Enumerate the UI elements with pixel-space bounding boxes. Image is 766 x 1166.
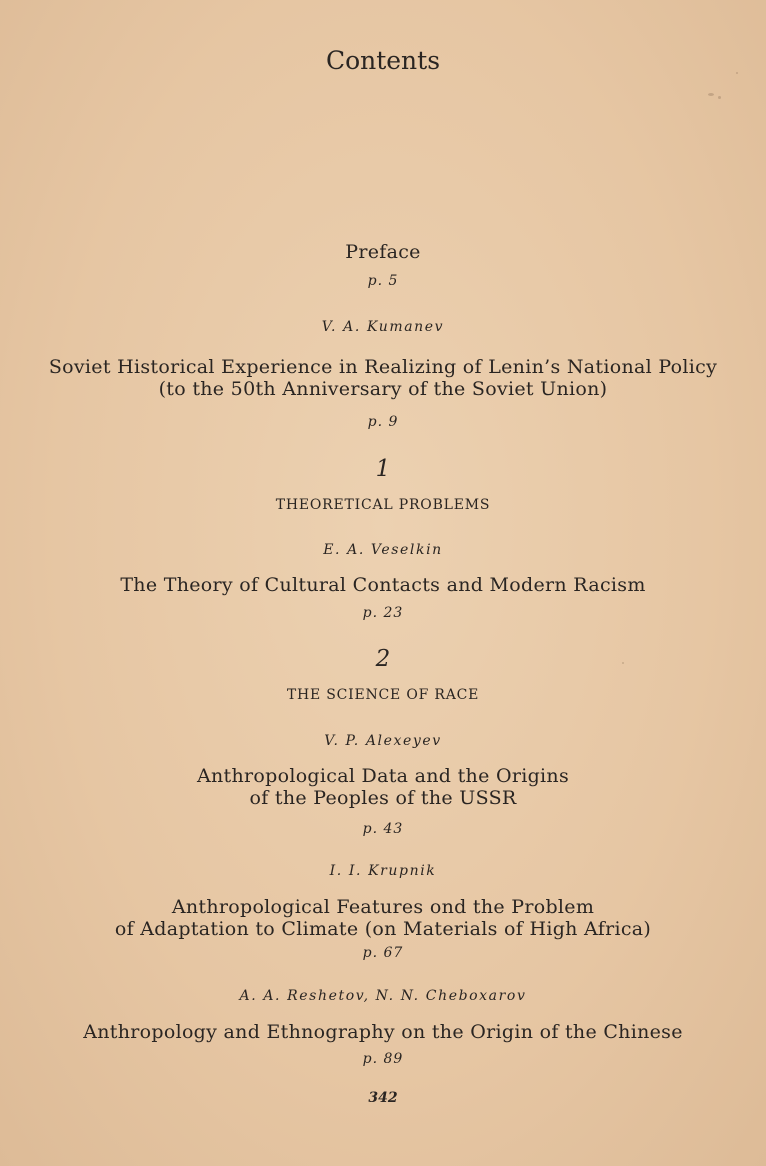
part-2-title: THE SCIENCE OF RACE [286, 687, 480, 703]
part-1-number: 1 [375, 456, 391, 482]
intro-title-line-1: Soviet Historical Experience in Realizing of Lenin’s National Policy [48, 356, 718, 378]
article-4-page: p. 89 [362, 1051, 404, 1067]
paper-speck [736, 72, 738, 74]
intro-page: p. 9 [367, 414, 399, 430]
article-3-page: p. 67 [362, 945, 404, 961]
article-2-title-line-2: of the Peoples of the USSR [249, 787, 517, 809]
preface-page: p. 5 [367, 273, 399, 289]
article-2-author: V. P. Alexeyev [324, 733, 442, 749]
intro-author: V. A. Kumanev [321, 319, 445, 335]
article-1-author: E. A. Veselkin [323, 542, 443, 558]
article-4-title: Anthropology and Ethnography on the Origin of the Chinese [83, 1021, 683, 1043]
part-1-title: THEORETICAL PROBLEMS [275, 497, 491, 513]
article-1-page: p. 23 [362, 605, 404, 621]
article-3-author: I. I. Krupnik [329, 863, 437, 879]
article-2-title-line-1: Anthropological Data and the Origins [196, 765, 570, 787]
page-title: Contents [325, 46, 441, 75]
paper-speck [708, 93, 714, 96]
article-2-page: p. 43 [362, 821, 404, 837]
paper-speck [718, 96, 721, 99]
article-3-title-line-2: of Adaptation to Climate (on Materials of High Africa) [114, 918, 652, 940]
preface-title: Preface [345, 241, 421, 263]
page-number: 342 [368, 1090, 398, 1106]
paper-speck [622, 662, 624, 664]
intro-title-line-2: (to the 50th Anniversary of the Soviet Union) [158, 378, 608, 400]
article-4-author: A. A. Reshetov, N. N. Cheboxarov [239, 988, 527, 1004]
article-3-title-line-1: Anthropological Features ond the Problem [171, 896, 595, 918]
article-1-title: The Theory of Cultural Contacts and Modern Racism [120, 574, 646, 596]
part-2-number: 2 [375, 646, 391, 672]
